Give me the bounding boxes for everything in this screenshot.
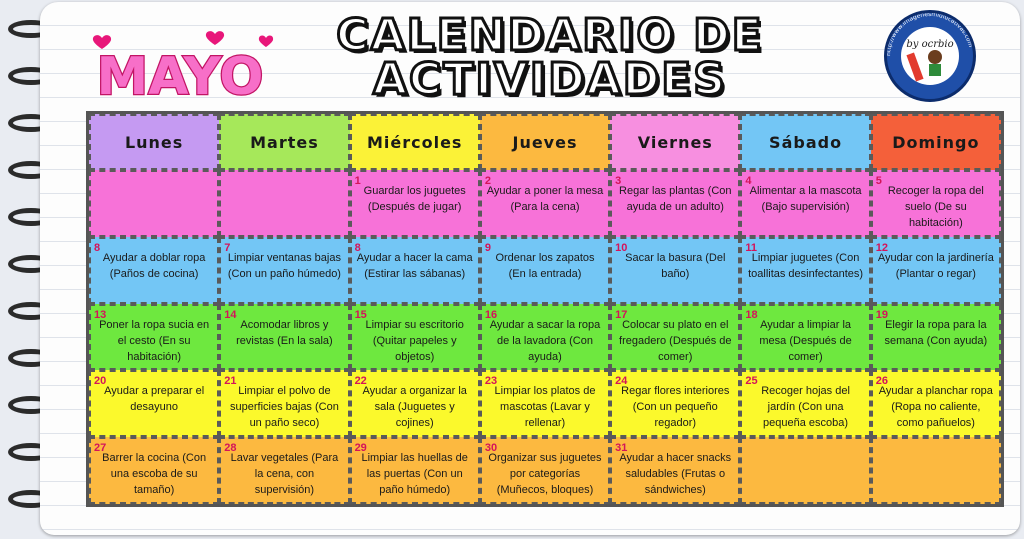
day-header-domingo: Domingo	[871, 114, 1001, 170]
activity-text: Poner la ropa sucia en el cesto (En su habitación)	[99, 318, 210, 363]
day-number: 11	[745, 241, 758, 254]
calendar-day-cell	[871, 437, 1001, 504]
activity-text: Ayudar a limpiar la mesa (Después de comer)	[759, 318, 852, 363]
month-label: MAYO	[96, 47, 264, 107]
day-header-jueves: Jueves	[480, 114, 610, 170]
badge-signature: by ocrbio	[906, 39, 954, 50]
day-number: 12	[875, 241, 888, 254]
calendar-day-cell	[871, 370, 1001, 437]
activity-text: Ayudar con la jardinería (Plantar o regar)	[877, 251, 994, 280]
calendar-day-cell	[89, 304, 219, 371]
activity-text: Ayudar a planchar ropa (Ropa no caliente, como pañuelos)	[878, 385, 993, 430]
day-number: 21	[224, 375, 237, 388]
activity-text: Ayudar a sacar la ropa de la lavadora (Con ayuda)	[489, 318, 601, 363]
activity-text: Ayudar a poner la mesa (Para la cena)	[486, 185, 604, 213]
activity-text: Lavar vegetales (Para la cena, con supervisión)	[230, 452, 339, 497]
activity-text: Regar las plantas (Con ayuda de un adulto)	[619, 185, 732, 213]
activity-text: Guardar los juguetes (Después de jugar)	[363, 185, 466, 213]
activity-text: Ayudar a preparar el desayuno	[104, 385, 205, 414]
calendar-day-cell	[480, 370, 610, 437]
day-number: 1	[354, 175, 361, 187]
day-number: 14	[224, 308, 237, 321]
activity-text: Limpiar el polvo de superficies bajas (Con un paño seco)	[230, 385, 339, 430]
calendar-day-cell	[740, 370, 870, 437]
day-number: 7	[224, 241, 231, 254]
calendar-day-cell	[219, 370, 349, 437]
calendar-day-cell	[871, 237, 1001, 304]
calendar-day-cell	[89, 170, 219, 237]
page-title	[290, 10, 810, 105]
calendar-day-cell	[610, 304, 740, 371]
title-line-1: CALENDARIO DE	[336, 10, 764, 61]
calendar-day-cell	[610, 170, 740, 237]
day-header-martes: Martes	[219, 114, 349, 170]
calendar-day-cell	[350, 370, 480, 437]
day-number: 17	[615, 308, 628, 321]
calendar-day-cell	[740, 237, 870, 304]
activity-text: Sacar la basura (Del baño)	[625, 251, 726, 280]
activity-text: Ayudar a doblar ropa (Paños de cocina)	[102, 251, 206, 280]
day-header-miércoles: Miércoles	[350, 114, 480, 170]
day-number: 30	[484, 442, 498, 455]
day-number: 31	[615, 442, 628, 455]
author-badge	[884, 10, 976, 102]
activity-text: Alimentar a la mascota (Bajo supervisión)	[749, 185, 862, 213]
calendar-day-cell	[219, 437, 349, 504]
activity-text: Recoger hojas del jardín (Con una pequeña escoba)	[761, 385, 850, 430]
day-number: 4	[745, 175, 752, 187]
calendar-day-cell	[219, 170, 349, 237]
calendar-day-cell	[871, 170, 1001, 237]
day-number: 23	[484, 375, 498, 388]
day-number: 20	[94, 375, 107, 388]
calendar-day-cell	[89, 237, 219, 304]
day-number: 29	[354, 442, 367, 455]
activity-text: Ayudar a organizar la sala (Juguetes y cojines)	[362, 385, 467, 430]
calendar-day-cell	[740, 170, 870, 237]
day-number: 16	[484, 308, 498, 321]
day-number: 26	[875, 375, 888, 388]
day-number: 22	[354, 375, 367, 388]
day-header-lunes: Lunes	[89, 114, 219, 170]
calendar-day-cell	[740, 437, 870, 504]
calendar-day-cell	[740, 304, 870, 371]
activity-text: Ayudar a hacer la cama (Estirar las sábanas)	[356, 251, 473, 280]
heart-icon	[206, 31, 224, 45]
calendar-day-cell	[219, 304, 349, 371]
activity-text: Acomodar libros y revistas (En la sala)	[236, 318, 333, 347]
calendar-day-cell	[350, 170, 480, 237]
day-number: 15	[354, 308, 367, 321]
activity-text: Limpiar los platos de mascotas (Lavar y rellenar)	[494, 385, 596, 430]
activity-text: Colocar su plato en el fregadero (Después de comer)	[619, 318, 732, 363]
day-number: 27	[94, 442, 107, 455]
calendar-day-cell	[480, 237, 610, 304]
activity-text: Ordenar los zapatos (En la entrada)	[495, 251, 595, 280]
day-number: 8	[94, 241, 101, 254]
heart-icon	[259, 36, 273, 47]
activity-text: Elegir la ropa para la semana (Con ayuda)	[884, 318, 988, 347]
day-number: 2	[484, 175, 491, 187]
day-header-sábado: Sábado	[740, 114, 870, 170]
calendar-day-cell	[610, 370, 740, 437]
title-line-2: ACTIVIDADES	[373, 54, 727, 105]
calendar-day-cell	[350, 437, 480, 504]
calendar-day-cell	[219, 237, 349, 304]
calendar-day-cell	[610, 237, 740, 304]
activity-text: Limpiar las huellas de las puertas (Con un paño húmedo)	[361, 452, 468, 497]
calendar-day-cell	[89, 370, 219, 437]
calendar-day-cell	[480, 170, 610, 237]
day-number: 13	[94, 308, 107, 321]
day-number: 25	[745, 375, 758, 388]
day-number: 9	[484, 241, 491, 254]
day-number: 10	[615, 241, 628, 254]
day-number: 18	[745, 308, 758, 321]
calendar-day-cell	[610, 437, 740, 504]
calendar-day-cell	[871, 304, 1001, 371]
day-number: 3	[615, 175, 622, 187]
calendar-day-cell	[480, 304, 610, 371]
calendar-day-cell	[89, 437, 219, 504]
activity-text: Regar flores interiores (Con un pequeño regador)	[621, 385, 730, 430]
calendar-day-cell	[480, 437, 610, 504]
day-number: 19	[875, 308, 888, 321]
day-number: 8	[354, 241, 361, 254]
badge-url-ring	[884, 10, 976, 102]
svg-text:http://www.imagenesmidiucativa: http://www.imagenesmidiucativas.com	[884, 10, 975, 57]
activity-text: Limpiar ventanas bajas (Con un paño húmedo)	[227, 251, 341, 280]
calendar-day-cell	[350, 237, 480, 304]
activity-text: Barrer la cocina (Con una escoba de su tamaño)	[102, 452, 207, 497]
activity-text: Limpiar juguetes (Con toallitas desinfectantes)	[748, 251, 864, 280]
day-number: 5	[875, 175, 882, 187]
day-number: 28	[224, 442, 237, 455]
month-title	[80, 30, 280, 108]
calendar-day-cell	[350, 304, 480, 371]
calendar-grid	[86, 111, 1004, 507]
activity-text: Recoger la ropa del suelo (De su habitación)	[887, 185, 984, 229]
activity-text: Organizar sus juguetes por categorías (Muñecos, bloques)	[488, 452, 602, 497]
activity-text: Limpiar su escritorio (Quitar papeles y objetos)	[365, 318, 464, 363]
day-number: 24	[615, 375, 628, 388]
day-header-viernes: Viernes	[610, 114, 740, 170]
activity-text: Ayudar a hacer snacks saludables (Frutas o sándwiches)	[619, 452, 732, 497]
